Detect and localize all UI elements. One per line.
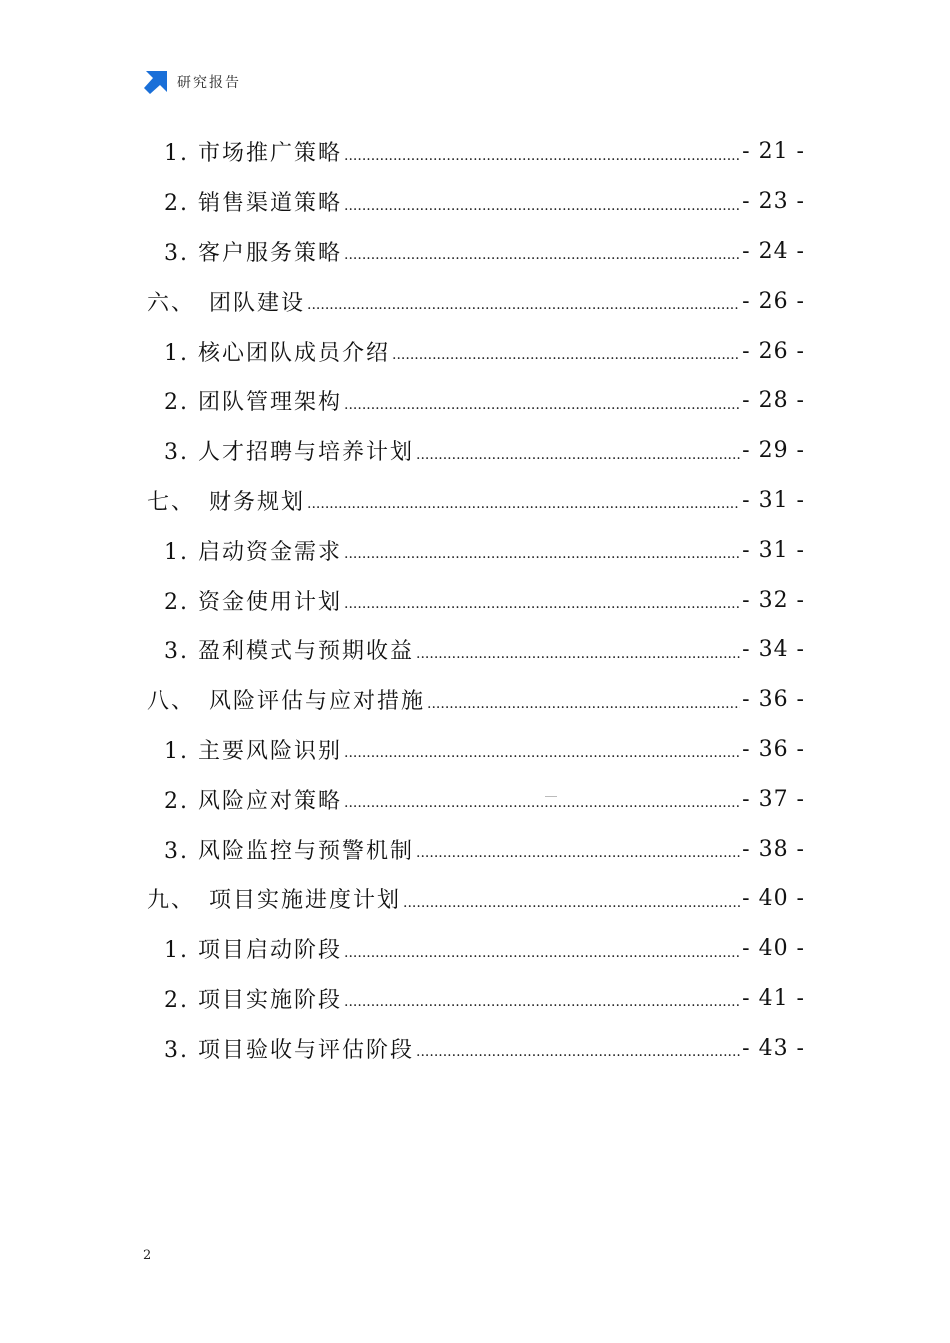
toc-entry-text: 风险应对策略 <box>198 788 343 814</box>
toc-entry-number: 1. <box>164 938 189 964</box>
toc-dot-leader <box>307 496 740 512</box>
toc-entry-text: 项目实施进度计划 <box>209 888 402 914</box>
toc-dot-leader <box>416 845 740 861</box>
toc-page-number: - 37 - <box>742 786 805 812</box>
toc-entry[interactable] <box>0 824 950 874</box>
toc-dot-leader <box>416 1044 740 1060</box>
page-number: 2 <box>143 1248 152 1263</box>
toc-dot-leader <box>392 347 740 363</box>
toc-dot-leader <box>307 297 740 313</box>
toc-entry[interactable] <box>0 774 950 824</box>
toc-entry-text: 团队建设 <box>209 290 306 316</box>
toc-page-number: - 23 - <box>742 189 805 215</box>
toc-entry-number: 3. <box>164 838 189 864</box>
spacer <box>189 440 198 465</box>
toc-entry-text: 项目启动阶段 <box>198 938 343 964</box>
spacer <box>189 141 198 166</box>
toc-dot-leader <box>344 596 740 612</box>
toc-page-number: - 21 - <box>742 139 805 165</box>
spacer <box>189 639 198 664</box>
toc-entry[interactable] <box>0 476 950 526</box>
toc-entry-number: 1. <box>164 340 189 366</box>
toc-entry-text: 销售渠道策略 <box>198 191 343 217</box>
toc-entry-text: 团队管理架构 <box>198 390 343 416</box>
toc-dot-leader <box>344 148 740 164</box>
toc-entry-number: 九、 <box>147 888 196 914</box>
toc-entry-number: 八、 <box>147 689 196 715</box>
toc-entry[interactable] <box>0 127 950 177</box>
toc-entry-number: 3. <box>164 639 189 665</box>
toc-entry[interactable] <box>0 525 950 575</box>
toc-entry-title <box>164 634 414 665</box>
toc-entry-number: 六、 <box>147 290 196 316</box>
toc-entry-number: 2. <box>164 987 189 1013</box>
toc-entry-text: 主要风险识别 <box>198 738 343 764</box>
spacer <box>189 191 198 216</box>
toc-entry-text: 风险评估与应对措施 <box>209 689 426 715</box>
toc-page-number: - 29 - <box>742 438 805 464</box>
toc-entry-text: 风险监控与预警机制 <box>198 838 415 864</box>
toc-page-number: - 28 - <box>742 388 805 414</box>
toc-entry[interactable] <box>0 326 950 376</box>
toc-entry-title <box>164 834 414 865</box>
spacer <box>189 241 198 266</box>
toc-dot-leader <box>344 546 740 562</box>
toc-dot-leader <box>344 397 740 413</box>
page-center-mark <box>545 796 557 797</box>
toc-entry-title <box>147 684 425 715</box>
toc-page-number: - 36 - <box>742 687 805 713</box>
toc-entry[interactable] <box>0 376 950 426</box>
toc-dot-leader <box>403 895 740 911</box>
toc-entry[interactable] <box>0 625 950 675</box>
toc-entry[interactable] <box>0 227 950 277</box>
spacer <box>189 341 198 366</box>
spacer <box>189 789 198 814</box>
toc-entry-title <box>147 485 305 516</box>
toc-entry[interactable] <box>0 874 950 924</box>
spacer <box>189 390 198 415</box>
spacer <box>189 1038 198 1063</box>
toc-page-number: - 41 - <box>742 985 805 1011</box>
toc-entry-text: 人才招聘与培养计划 <box>198 440 415 466</box>
toc-entry[interactable] <box>0 1023 950 1073</box>
toc-page-number: - 40 - <box>742 886 805 912</box>
spacer <box>189 988 198 1013</box>
toc-entry-title <box>164 336 390 367</box>
spacer <box>189 938 198 963</box>
spacer <box>189 839 198 864</box>
toc-entry-number: 七、 <box>147 489 196 515</box>
arrow-up-right-icon <box>143 69 169 95</box>
toc-dot-leader <box>344 247 740 263</box>
toc-page-number: - 40 - <box>742 936 805 962</box>
toc-dot-leader <box>344 994 740 1010</box>
toc-page-number: - 31 - <box>742 537 805 563</box>
toc-entry-number: 3. <box>164 1037 189 1063</box>
toc-entry-title <box>164 933 342 964</box>
toc-entry-title <box>164 784 342 815</box>
toc-entry-title <box>164 186 342 217</box>
toc-entry-number: 2. <box>164 191 189 217</box>
toc-dot-leader <box>344 745 740 761</box>
toc-page-number: - 38 - <box>742 836 805 862</box>
toc-entry-number: 2. <box>164 788 189 814</box>
toc-entry-text: 客户服务策略 <box>198 240 343 266</box>
toc-entry-title <box>164 983 342 1014</box>
toc-entry-text: 盈利模式与预期收益 <box>198 639 415 665</box>
toc-entry-text: 资金使用计划 <box>198 589 343 615</box>
toc-entry[interactable] <box>0 177 950 227</box>
spacer <box>189 540 198 565</box>
toc-entry-number: 1. <box>164 539 189 565</box>
toc-entry-title <box>147 883 401 914</box>
toc-entry-title <box>164 385 342 416</box>
toc-entry-title <box>164 535 342 566</box>
toc-entry-title <box>164 136 342 167</box>
toc-entry-title <box>164 585 342 616</box>
toc-entry-text: 市场推广策略 <box>198 141 343 167</box>
toc-entry-title <box>164 236 342 267</box>
toc-page-number: - 32 - <box>742 587 805 613</box>
toc-entry-title <box>147 286 305 317</box>
toc-entry[interactable] <box>0 426 950 476</box>
toc-dot-leader <box>344 198 740 214</box>
toc-entry-text: 项目实施阶段 <box>198 987 343 1013</box>
toc-entry[interactable] <box>0 675 950 725</box>
toc-entry[interactable] <box>0 924 950 974</box>
toc-page-number: - 26 - <box>742 288 805 314</box>
toc-entry-text: 核心团队成员介绍 <box>198 340 391 366</box>
document-header <box>143 68 241 96</box>
spacer <box>189 739 198 764</box>
toc-page-number: - 34 - <box>742 637 805 663</box>
toc-entry-title <box>164 734 342 765</box>
toc-entry-title <box>164 435 414 466</box>
toc-entry-number: 1. <box>164 738 189 764</box>
toc-page-number: - 24 - <box>742 238 805 264</box>
header-title: 研究报告 <box>177 75 241 91</box>
toc-entry[interactable] <box>0 974 950 1024</box>
toc-entry[interactable] <box>0 276 950 326</box>
toc-entry[interactable] <box>0 575 950 625</box>
toc-page-number: - 36 - <box>742 736 805 762</box>
toc-dot-leader <box>344 795 740 811</box>
table-of-contents <box>0 127 950 1073</box>
toc-entry-number: 1. <box>164 141 189 167</box>
toc-entry-number: 2. <box>164 589 189 615</box>
toc-dot-leader <box>344 945 740 961</box>
toc-entry-text: 启动资金需求 <box>198 539 343 565</box>
toc-page-number: - 43 - <box>742 1035 805 1061</box>
spacer <box>189 590 198 615</box>
toc-entry[interactable] <box>0 725 950 775</box>
toc-page-number: - 26 - <box>742 338 805 364</box>
toc-entry-number: 2. <box>164 390 189 416</box>
toc-entry-text: 财务规划 <box>209 489 306 515</box>
toc-entry-number: 3. <box>164 240 189 266</box>
toc-dot-leader <box>416 447 740 463</box>
toc-entry-number: 3. <box>164 440 189 466</box>
toc-page-number: - 31 - <box>742 487 805 513</box>
toc-entry-text: 项目验收与评估阶段 <box>198 1037 415 1063</box>
toc-dot-leader <box>416 646 740 662</box>
toc-dot-leader <box>427 696 740 712</box>
toc-entry-title <box>164 1033 414 1064</box>
